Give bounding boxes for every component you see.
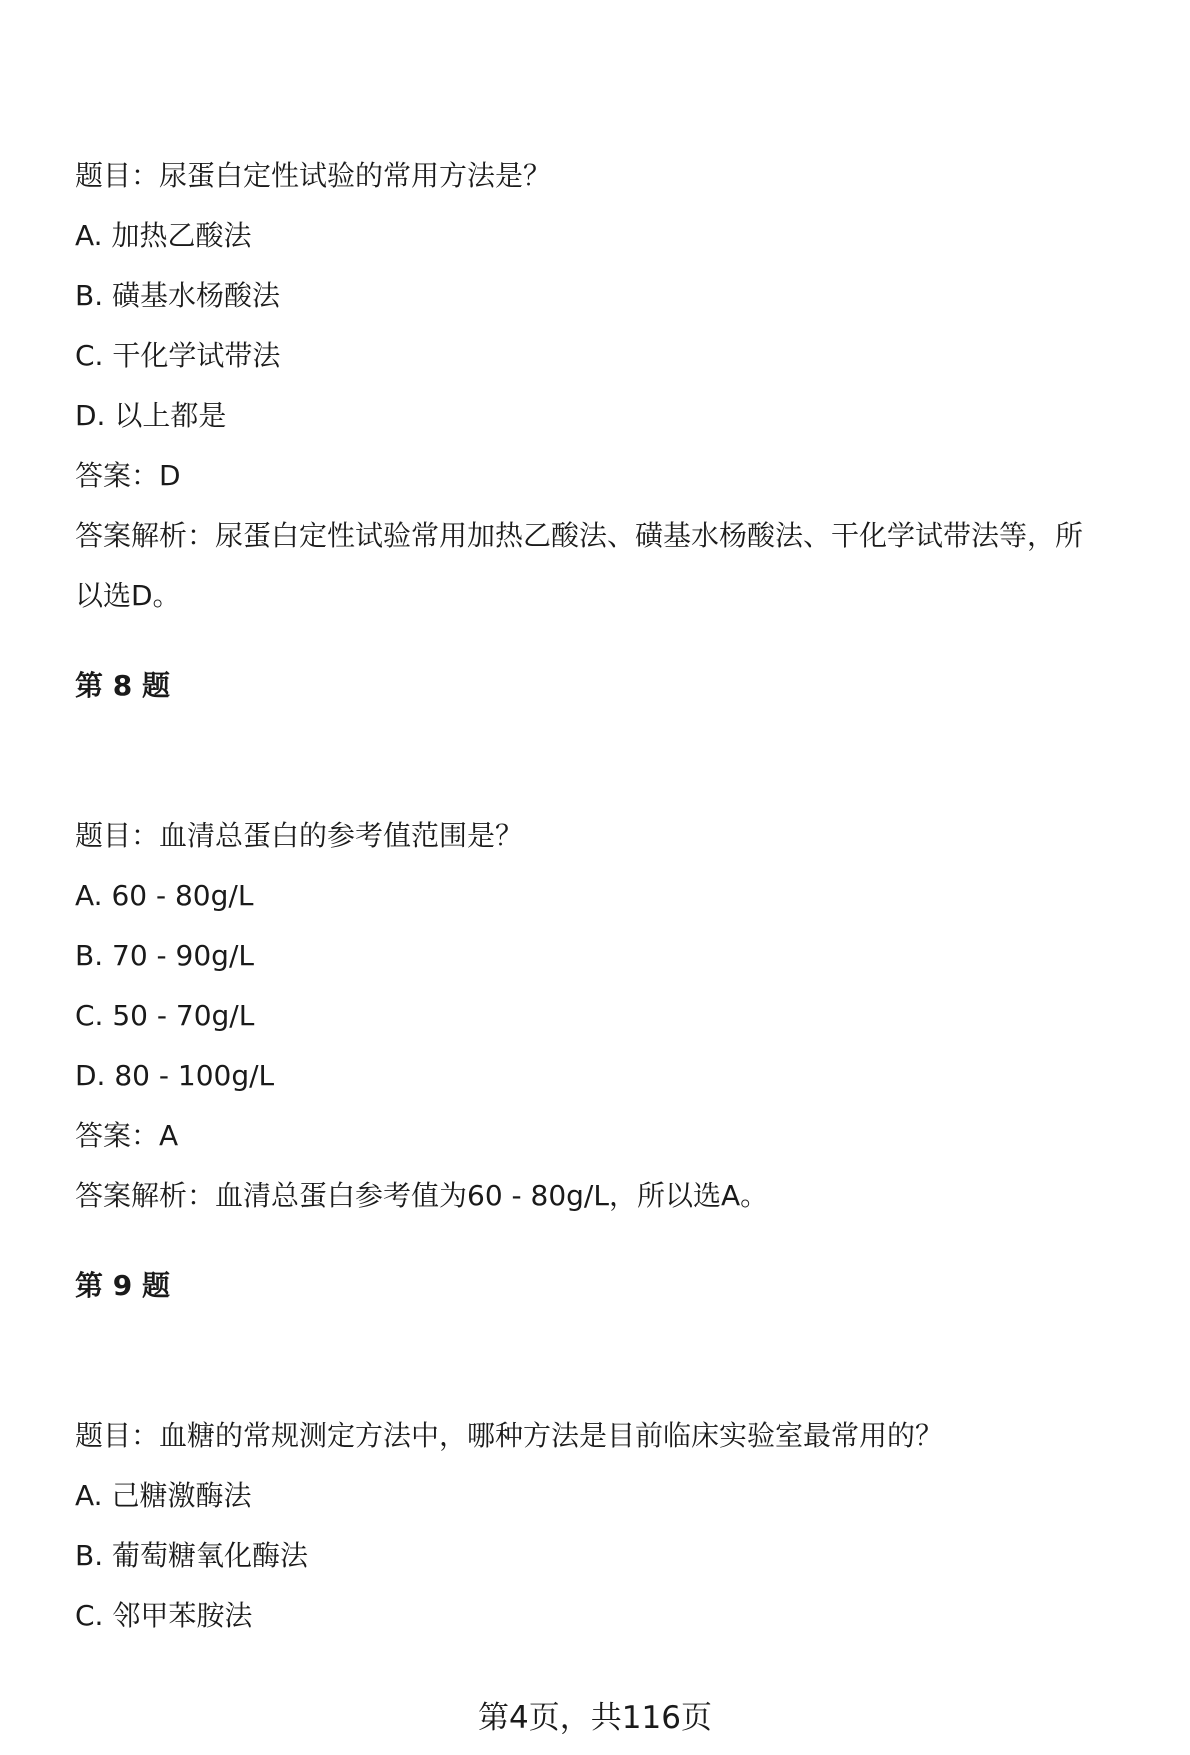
q9-option-c: C. 邻甲苯胺法 [75,1599,253,1632]
q7-explanation-line2: 以选D。 [75,579,181,612]
q8-heading: 第 8 题 [75,669,170,702]
q8-option-b: B. 70 - 90g/L [75,939,254,972]
q7-question: 题目：尿蛋白定性试验的常用方法是？ [75,159,552,192]
q8-option-c: C. 50 - 70g/L [75,999,255,1032]
q8-explanation: 答案解析：血清总蛋白参考值为60 - 80g/L，所以选A。 [75,1179,769,1212]
q8-answer: 答案：A [75,1119,179,1152]
q7-option-a: A. 加热乙酸法 [75,219,252,252]
q7-option-c: C. 干化学试带法 [75,339,281,372]
q9-option-a: A. 己糖激酶法 [75,1479,252,1512]
q8-question: 题目：血清总蛋白的参考值范围是？ [75,819,524,852]
q7-answer: 答案：D [75,459,181,492]
q9-question: 题目：血糖的常规测定方法中，哪种方法是目前临床实验室最常用的？ [75,1419,944,1452]
q7-option-b: B. 磺基水杨酸法 [75,279,281,312]
q8-option-d: D. 80 - 100g/L [75,1059,275,1092]
q7-explanation-line1: 答案解析：尿蛋白定性试验常用加热乙酸法、磺基水杨酸法、干化学试带法等，所 [75,519,1084,552]
q9-heading: 第 9 题 [75,1269,170,1302]
q9-option-b: B. 葡萄糖氧化酶法 [75,1539,309,1572]
q8-option-a: A. 60 - 80g/L [75,879,254,912]
q7-option-d: D. 以上都是 [75,399,227,432]
page-number-footer: 第4页，共116页 [478,1700,712,1736]
